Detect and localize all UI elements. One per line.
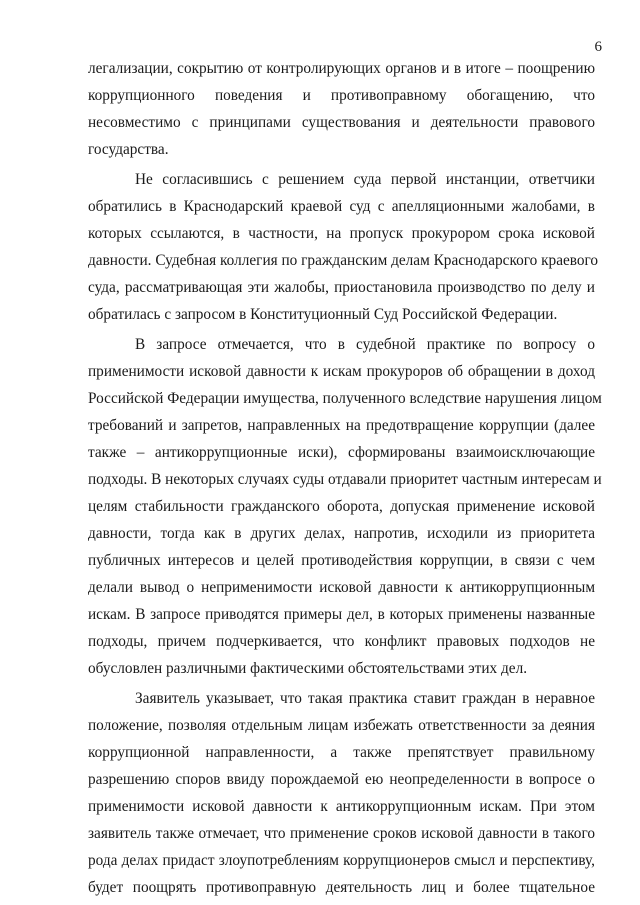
text-line: рода делах придаст злоупотреблениям коррупционеров смысл и перспективу, xyxy=(88,852,595,869)
text-line: Российской Федерации имущества, полученного вследствие нарушения лицом xyxy=(88,390,602,407)
text-line: давности, тогда как в других делах, напротив, исходили из приоритета xyxy=(88,525,595,542)
text-line: применимости исковой давности к антикоррупционным искам. При этом xyxy=(88,798,595,815)
text-line: искам. В запросе приводятся примеры дел, в которых применены названные xyxy=(88,606,595,623)
text-line: разрешению споров ввиду порождаемой ею неопределенности в вопросе о xyxy=(88,771,595,788)
text-line: давности. Судебная коллегия по гражданским делам Краснодарского краевого xyxy=(88,252,599,269)
text-line: применимости исковой давности к искам прокуроров об обращении в доход xyxy=(88,363,595,380)
text-line: Не согласившись с решением суда первой инстанции, ответчики xyxy=(135,171,595,188)
text-line: обратилась с запросом в Конституционный Суд Российской Федерации. xyxy=(88,306,558,323)
text-line: обратились в Краснодарский краевой суд с апелляционными жалобами, в xyxy=(88,198,595,215)
text-line: положение, позволяя отдельным лицам избежать ответственности за деяния xyxy=(88,717,595,734)
paragraph-3 xyxy=(88,331,602,682)
document-body xyxy=(88,55,602,901)
text-line: требований и запретов, направленных на предотвращение коррупции (далее xyxy=(88,417,595,434)
text-line: обусловлен различными фактическими обстоятельствами этих дел. xyxy=(88,660,528,677)
text-line: суда, рассматривающая эти жалобы, приостановила производство по делу и xyxy=(88,279,595,296)
page-number: 6 xyxy=(594,39,602,55)
paragraph-1 xyxy=(88,55,595,163)
text-line: В запросе отмечается, что в судебной практике по вопросу о xyxy=(135,336,595,353)
text-line: подходы, причем подчеркивается, что конфликт правовых подходов не xyxy=(88,633,595,650)
text-line: которых ссылаются, в частности, на пропуск прокурором срока исковой xyxy=(88,225,595,242)
text-line: публичных интересов и целей противодействия коррупции, в связи с чем xyxy=(88,552,595,569)
text-line: коррупционной направленности, а также препятствует правильному xyxy=(88,744,595,761)
text-line: делали вывод о неприменимости исковой давности к антикоррупционным xyxy=(88,579,595,596)
text-line: заявитель также отмечает, что применение сроков исковой давности в такого xyxy=(88,825,595,842)
text-line: коррупционного поведения и противоправному обогащению, что xyxy=(88,87,595,104)
text-line: целям стабильности гражданского оборота, допуская применение исковой xyxy=(88,498,595,515)
text-line: также – антикоррупционные иски), сформированы взаимоисключающие xyxy=(88,444,595,461)
text-line: подходы. В некоторых случаях суды отдавали приоритет частным интересам и xyxy=(88,471,602,488)
text-line: будет поощрять противоправную деятельность лиц и более тщательное xyxy=(88,879,595,896)
paragraph-2 xyxy=(88,166,599,328)
text-line: легализации, сокрытию от контролирующих органов и в итоге – поощрению xyxy=(88,60,595,77)
text-line: Заявитель указывает, что такая практика ставит граждан в неравное xyxy=(135,690,595,707)
text-line: государства. xyxy=(88,141,169,158)
text-line: несовместимо с принципами существования и деятельности правового xyxy=(88,114,595,131)
paragraph-4 xyxy=(88,685,595,901)
